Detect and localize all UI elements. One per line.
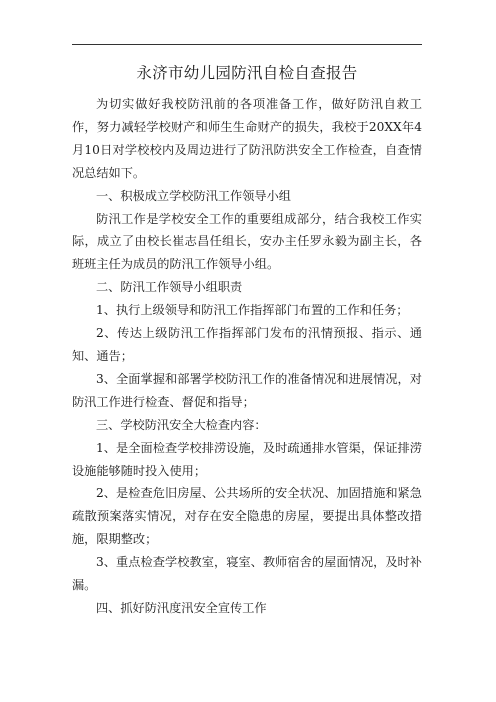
- section-heading-4: 四、抓好防汛度汛安全宣传工作: [96, 600, 267, 615]
- document-title: 永济市幼儿园防汛自检自查报告: [136, 64, 358, 82]
- paragraph-intro: 为切实做好我校防汛前的各项准备工作，做好防汛自救工作，努力减轻学校财产和师生生命财产的损失，我校于20XX年4月10日对学校校内及周边进行了防汛防洪安全工作检查，自查情况总结如下。: [72, 97, 422, 180]
- list-item: 1、是全面检查学校排涝设施，及时疏通排水管渠，保证排涝设施能够随时投入使用；: [72, 440, 422, 478]
- list-item: 2、传达上级防汛工作指挥部门发布的汛情预报、指示、通知、通告；: [72, 326, 422, 363]
- paragraph-1: 防汛工作是学校安全工作的重要组成部分，结合我校工作实际，成立了由校长崔志昌任组长，安办主任罗永毅为副主长，各班班主任为成员的防汛工作领导小组。: [72, 211, 422, 272]
- header-rule: [72, 44, 422, 45]
- list-item: 2、是检查危旧房屋、公共场所的安全状况、加固措施和紧急疏散预案落实情况，对存在安全隐患的房屋，要提出具体整改措施，限期整改；: [72, 486, 422, 547]
- section-heading-1: 一、积极成立学校防汛工作领导小组: [96, 188, 291, 203]
- section-heading-3: 三、学校防汛安全大检查内容：: [96, 417, 267, 432]
- list-item: 3、重点检查学校教室，寝室、教师宿舍的屋面情况，及时补漏。: [72, 555, 422, 593]
- list-item: 3、全面掌握和部署学校防汛工作的准备情况和进展情况，对防汛工作进行检查、督促和指导；: [72, 371, 422, 409]
- section-heading-2: 二、防汛工作领导小组职责: [96, 280, 243, 295]
- list-item: 1、执行上级领导和防汛工作指挥部门布置的工作和任务；: [96, 303, 409, 318]
- document-body: [72, 93, 422, 620]
